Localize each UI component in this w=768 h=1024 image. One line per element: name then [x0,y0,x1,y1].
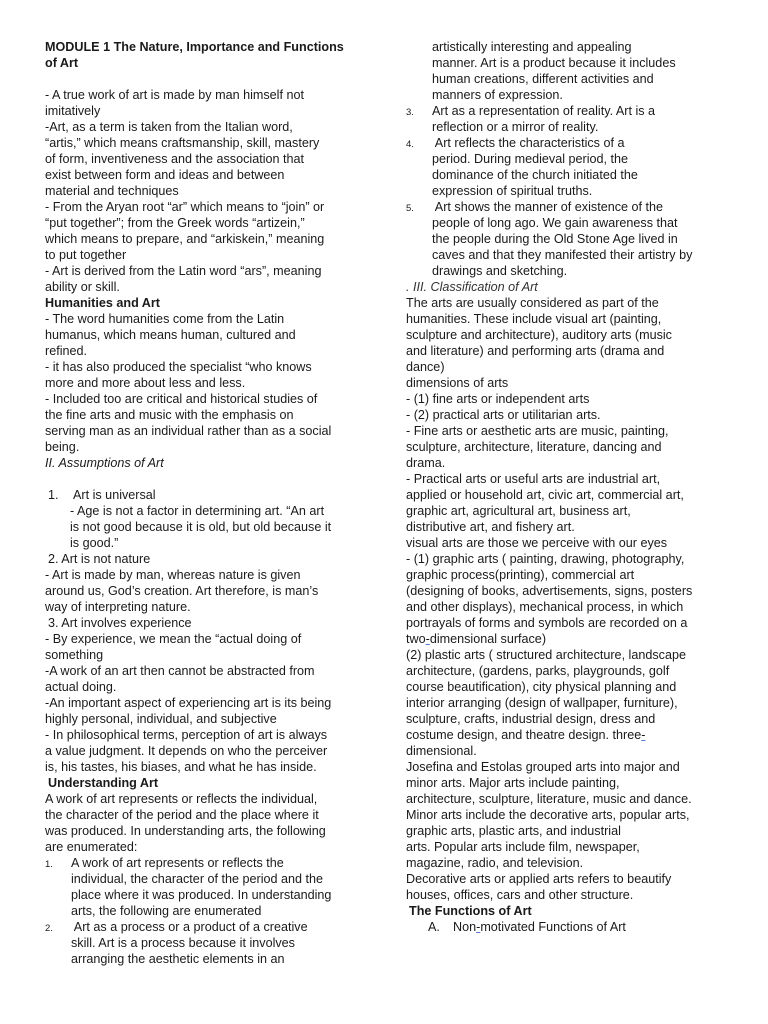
text-line: was produced. In understanding arts, the following [45,824,326,838]
text-line: - Fine arts or aesthetic arts are music, painting, [406,424,669,438]
text-line: highly personal, individual, and subjective [45,712,277,726]
text-span: Art reflects the characteristics of a [432,136,625,150]
text-line: A work of art represents or reflects the individual, [45,792,318,806]
text-line: are enumerated: [45,840,138,854]
enum-item-4-number: 4. [406,139,414,150]
text-line: the people during the Old Stone Age lived in [432,232,678,246]
text-line: of form, inventiveness and the association that [45,152,305,166]
text-line: architecture, sculpture, literature, music and dance. [406,792,692,806]
text-line: to put together [45,248,127,262]
text-line: serving man as an individual rather than as a social [45,424,332,438]
enum-item-3-number: 3. [406,107,414,118]
text-line: interior arranging (design of wallpaper, furniture), [406,696,678,710]
text-line: around us, God’s creation. Art therefore, is man’s [45,584,319,598]
assumption-1-detail: is good.” [70,536,119,550]
text-line: graphic art, agricultural art, business art, [406,504,631,518]
text-line: expression of spiritual truths. [432,184,593,198]
text-line: refined. [45,344,88,358]
enum-item-1 [45,855,365,919]
enum-item-5 [406,199,726,279]
enum-item-1-first-line [45,855,365,871]
text-line: humanus, which means human, cultured and [45,328,296,342]
text-line: - (2) practical arts or utilitarian arts. [406,408,601,422]
classification-heading: . III. Classification of Art [406,280,538,294]
text-line: skill. Art is a process because it involves [71,936,295,950]
text-line: Decorative arts or applied arts refers to beautify [406,872,672,886]
text-line: manners of expression. [432,88,563,102]
text-line: sculpture, crafts, industrial design, dress and [406,712,656,726]
text-span: Art shows the manner of existence of the [432,200,664,214]
enum-item-5-first-line [406,199,726,215]
text-line: applied or household art, civic art, commercial art, [406,488,684,502]
text-line: “put together”; from the Greek words “artizein,” [45,216,305,230]
text-line: actual doing. [45,680,117,694]
text-span: Non [453,920,477,934]
text-line: magazine, radio, and television. [406,856,584,870]
assumption-1-label: Art is universal [73,488,156,502]
text-line: arts. Popular arts include film, newspaper, [406,840,640,854]
hyphen-mark: - [641,728,646,742]
text-line: - By experience, we mean the “actual doing of [45,632,302,646]
text-line: portrayals of forms and symbols are recorded on a [406,616,688,630]
text-line: a value judgment. It depends on who the perceiver [45,744,328,758]
text-line: the fine arts and music with the emphasis on [45,408,294,422]
text-line: visual arts are those we perceive with our eyes [406,536,668,550]
text-line: arts, the following are enumerated [71,904,262,918]
assumption-3: 3. Art involves experience [48,616,192,630]
text-line: - Included too are critical and historical studies of [45,392,318,406]
text-span: dimensional surface) [429,632,547,646]
assumption-1-detail: is not good because it is old, but old because it [70,520,332,534]
text-line: imitatively [45,104,101,118]
text-line: distributive art, and fishery art. [406,520,575,534]
humanities-paragraph [45,311,365,455]
enum-item-3-first-line [406,103,726,119]
module-title-line-2: of Art [45,56,79,70]
text-line: - (1) fine arts or independent arts [406,392,590,406]
text-line: the character of the period and the place where it [45,808,319,822]
blank-line [45,71,365,87]
text-line: something [45,648,104,662]
text-span: two [406,632,426,646]
text-line: - (1) graphic arts ( painting, drawing, photography, [406,552,685,566]
enum-item-1-number: 1. [45,859,53,870]
blank-line [45,471,365,487]
two-dimensional-line [406,631,726,647]
text-line: - In philosophical terms, perception of art is always [45,728,328,742]
text-line: course beautification), city physical planning and [406,680,677,694]
text-line: (2) plastic arts ( structured architecture, landscape [406,648,686,662]
text-line: sculpture and architecture), auditory arts (music [406,328,672,342]
text-line: sculpture, architecture, literature, dancing and [406,440,662,454]
text-span: costume design, and theatre design. three [406,728,642,742]
text-line: individual, the character of the period and the [71,872,324,886]
assumption-1-detail: - Age is not a factor in determining art. “An art [70,504,325,518]
assumption-2: 2. Art is not nature [48,552,151,566]
text-line: arranging the aesthetic elements in an [71,952,285,966]
text-line: period. During medieval period, the [432,152,629,166]
text-line: more and more about less and less. [45,376,246,390]
text-line: place where it was produced. In understanding [71,888,332,902]
text-line: and literature) and performing arts (drama and [406,344,665,358]
text-line: drama. [406,456,446,470]
enum-item-4 [406,135,726,199]
text-line: “artis,” which means craftsmanship, skill, mastery [45,136,320,150]
enum-item-4-first-line [406,135,726,151]
text-line: - The word humanities come from the Latin [45,312,285,326]
assumptions-heading: II. Assumptions of Art [45,456,164,470]
text-span: motivated Functions of Art [480,920,626,934]
text-line: human creations, different activities and [432,72,654,86]
text-line: minor arts. Major arts include painting, [406,776,620,790]
text-line: manner. Art is a product because it includes [432,56,676,70]
text-line: and other displays), mechanical process, in which [406,600,684,614]
text-line: The arts are usually considered as part of the [406,296,659,310]
enum-item-5-number: 5. [406,203,414,214]
text-line: - Art is derived from the Latin word “ars”, meaning [45,264,322,278]
text-line: exist between form and ideas and between [45,168,285,182]
text-line: is, his tastes, his biases, and what he has inside. [45,760,317,774]
text-span: A work of art represents or reflects the [71,856,284,870]
enum-item-3 [406,103,726,135]
text-span: Art as a process or a product of a creative [71,920,308,934]
text-line: - Practical arts or useful arts are industrial art, [406,472,661,486]
hyphen-mark: - [425,632,430,646]
text-line: -Art, as a term is taken from the Italian word, [45,120,293,134]
text-line: dominance of the church initiated the [432,168,638,182]
enum-item-2 [45,919,365,967]
module-title-line-1: MODULE 1 The Nature, Importance and Functions [45,40,344,54]
functions-item-a [406,919,726,935]
text-line: way of interpreting nature. [45,600,191,614]
text-line: which means to prepare, and “arkiskein,” meaning [45,232,325,246]
text-line: graphic process(printing), commercial art [406,568,635,582]
functions-item-a-label: A. [428,920,440,934]
text-line: - Art is made by man, whereas nature is given [45,568,301,582]
text-line: - it has also produced the specialist “who knows [45,360,312,374]
text-line: material and techniques [45,184,179,198]
text-line: - A true work of art is made by man himself not [45,88,304,102]
text-span: Art as a representation of reality. Art is a [432,104,656,118]
text-line: - From the Aryan root “ar” which means to “join” or [45,200,325,214]
text-line: architecture, (gardens, parks, playgrounds, golf [406,664,670,678]
enum-item-2-number: 2. [45,923,53,934]
text-line: reflection or a mirror of reality. [432,120,599,134]
text-line: houses, offices, cars and other structure. [406,888,634,902]
right-column [406,39,726,935]
text-line: ability or skill. [45,280,120,294]
three-dimensional-line [406,727,726,743]
text-line: people of long ago. We gain awareness that [432,216,678,230]
text-line: artistically interesting and appealing [432,40,632,54]
text-line: dimensions of arts [406,376,509,390]
text-line: being. [45,440,80,454]
assumption-1-number: 1. [48,488,59,502]
text-line: (designing of books, advertisements, signs, posters [406,584,693,598]
enum-item-2-first-line [45,919,365,935]
text-line: humanities. These include visual art (painting, [406,312,662,326]
text-line: Josefina and Estolas grouped arts into major and [406,760,680,774]
text-line: -A work of an art then cannot be abstracted from [45,664,315,678]
functions-heading: The Functions of Art [409,904,532,918]
text-line: graphic arts, plastic arts, and industrial [406,824,621,838]
assumption-1 [45,487,365,503]
text-line: drawings and sketching. [432,264,568,278]
text-line: -An important aspect of experiencing art is its being [45,696,332,710]
intro-paragraph [45,87,365,295]
text-line: Minor arts include the decorative arts, popular arts, [406,808,690,822]
text-line: dimensional. [406,744,477,758]
hyphen-mark: - [476,920,481,934]
left-column [45,39,365,967]
understanding-heading: Understanding Art [48,776,159,790]
classification-paragraph [406,295,726,903]
humanities-heading: Humanities and Art [45,296,160,310]
text-line: caves and that they manifested their artistry by [432,248,693,262]
text-line: dance) [406,360,445,374]
